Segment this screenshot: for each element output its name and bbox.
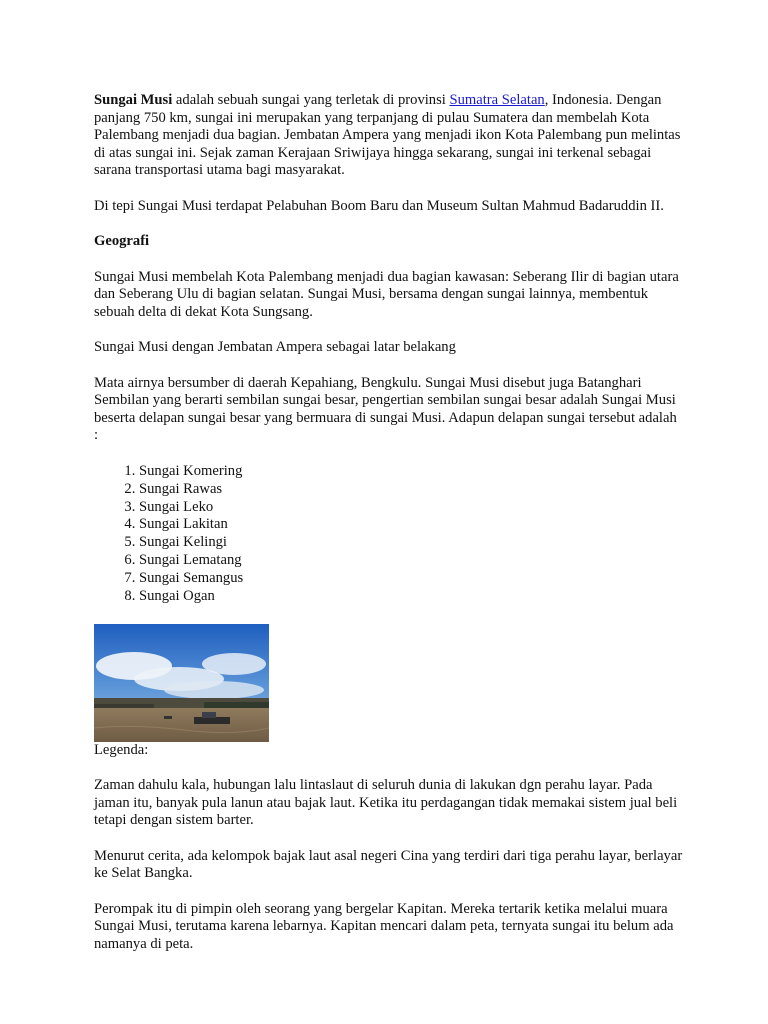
ampera-caption: Sungai Musi dengan Jembatan Ampera sebagai latar belakang xyxy=(94,339,456,356)
list-item: 3. Sungai Leko xyxy=(139,499,684,517)
sumatra-selatan-link[interactable]: Sumatra Selatan xyxy=(449,92,545,108)
list-item: 8. Sungai Ogan xyxy=(139,588,684,606)
list-item: 7. Sungai Semangus xyxy=(139,570,684,588)
list-item: 2. Sungai Rawas xyxy=(139,481,684,499)
intro-paragraph xyxy=(94,92,684,180)
heading-geografi-text: Geografi xyxy=(94,233,150,250)
source-paragraph: Mata airnya bersumber di daerah Kepahiang, Bengkulu. Sungai Musi disebut juga Batanghari Sembilan yang berarti sembilan sungai besar, pengertian sembilan sungai besar adalah Sungai Musi beserta delapan sungai besar yang bermuara di sungai Musi. Adapun delapan sungai tersebut adalah : xyxy=(94,374,677,444)
heading-geografi xyxy=(94,233,684,251)
legend-paragraph-1: Zaman dahulu kala, hubungan lalu lintaslaut di seluruh dunia di lakukan dgn perahu layar. Pada jaman itu, banyak pula lanun atau bajak laut. Ketika itu perdagangan tidak memakai sistem jual beli tetapi dengan sistem barter. xyxy=(94,777,678,829)
legend-paragraph-2: Menurut cerita, ada kelompok bajak laut asal negeri Cina yang terdiri dari tiga perahu layar, berlayar ke Selat Bangka. xyxy=(94,847,683,882)
geography-paragraph: Sungai Musi membelah Kota Palembang menjadi dua bagian kawasan: Seberang Ilir di bagian utara dan Seberang Ulu di bagian selatan. Sungai Musi, bersama dengan sungai lainnya, membentuk sebuah delta di dekat Kota Sungsang. xyxy=(94,268,679,320)
list-item: 1. Sungai Komering xyxy=(139,463,684,481)
musi-river-photo xyxy=(94,624,269,742)
river-list xyxy=(94,463,684,606)
list-item: 5. Sungai Kelingi xyxy=(139,534,684,552)
intro-text-before-link: adalah sebuah sungai yang terletak di provinsi xyxy=(172,92,450,108)
intro-bold-term: Sungai Musi xyxy=(94,92,173,108)
list-item: 6. Sungai Lematang xyxy=(139,552,684,570)
legend-paragraph-3: Perompak itu di pimpin oleh seorang yang bergelar Kapitan. Mereka tertarik ketika melalui muara Sungai Musi, terutama karena lebarnya. Kapitan mencari dalam peta, ternyata sungai itu belum ada namanya di peta. xyxy=(94,900,674,952)
list-item: 4. Sungai Lakitan xyxy=(139,516,684,534)
legend-label: Legenda: xyxy=(94,741,149,758)
document-body xyxy=(94,92,684,971)
port-paragraph: Di tepi Sungai Musi terdapat Pelabuhan Boom Baru dan Museum Sultan Mahmud Badaruddin II. xyxy=(94,197,664,214)
intro-text-after-link: , Indonesia. Dengan panjang 750 km, sungai ini merupakan yang terpanjang di pulau Sumatera dan membelah Kota Palembang menjadi dua bagian. Jembatan Ampera yang menjadi ikon Kota Palembang pun melintas di atas sungai ini. Sejak zaman Kerajaan Sriwijaya hingga sekarang, sungai ini terkenal sebagai sarana transportasi utama bagi masyarakat. xyxy=(94,92,681,179)
